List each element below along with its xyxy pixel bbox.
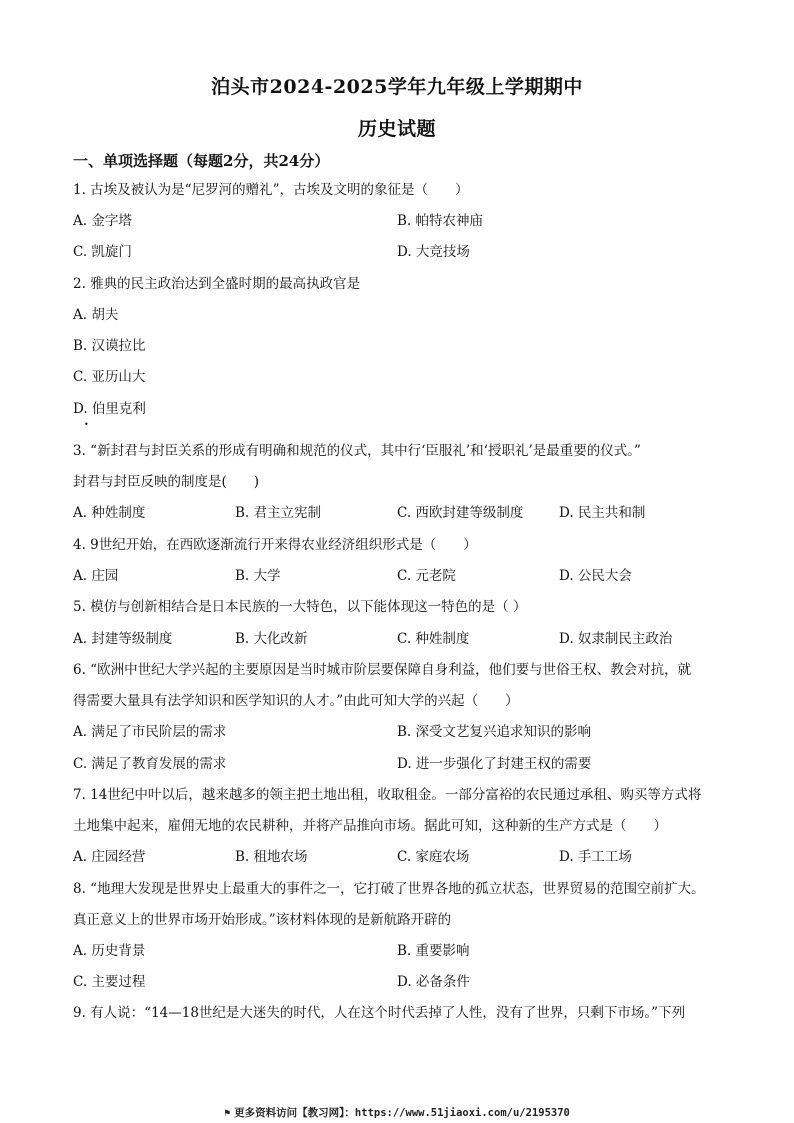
question-4-option-d: D. 公民大会 bbox=[559, 568, 632, 584]
question-2-stem: 2. 雅典的民主政治达到全盛时期的最高执政官是 bbox=[73, 276, 361, 292]
question-4-option-b: B. 大学 bbox=[235, 568, 281, 584]
section-heading: 一、单项选择题（每题2分，共24分） bbox=[73, 152, 330, 170]
stray-dot: • bbox=[84, 420, 89, 429]
question-1-stem: 1. 古埃及被认为是“尼罗河的赠礼”，古埃及文明的象征是（ ） bbox=[73, 182, 469, 198]
question-4-stem: 4. 9世纪开始，在西欧逐渐流行开来得农业经济组织形式是（ ） bbox=[73, 537, 477, 553]
question-4-option-a: A. 庄园 bbox=[73, 568, 119, 584]
question-8-option-d: D. 必备条件 bbox=[397, 974, 470, 990]
question-3-stem-line-2: 封君与封臣反映的制度是( ) bbox=[73, 474, 260, 490]
question-5-option-b: B. 大化改新 bbox=[235, 631, 308, 647]
flag-icon: ⚑ bbox=[224, 1108, 231, 1119]
question-7-option-d: D. 手工工场 bbox=[559, 849, 632, 865]
question-1-option-b: B. 帕特农神庙 bbox=[397, 213, 484, 229]
question-6-option-b: B. 深受文艺复兴追求知识的影响 bbox=[397, 724, 592, 740]
question-7-option-b: B. 租地农场 bbox=[235, 849, 308, 865]
question-4-option-c: C. 元老院 bbox=[397, 568, 456, 584]
question-2-option-d: D. 伯里克利 bbox=[73, 401, 146, 417]
question-2-option-b: B. 汉谟拉比 bbox=[73, 338, 146, 354]
question-5-stem: 5. 模仿与创新相结合是日本民族的一大特色，以下能体现这一特色的是（ ） bbox=[73, 599, 527, 615]
footer-link-banner[interactable] bbox=[0, 1105, 794, 1120]
exam-title: 泊头市2024-2025学年九年级上学期期中 bbox=[211, 76, 583, 98]
question-2-option-a: A. 胡夫 bbox=[73, 307, 119, 323]
question-5-option-a: A. 封建等级制度 bbox=[73, 631, 173, 647]
question-2-option-c: C. 亚历山大 bbox=[73, 369, 146, 385]
question-7-stem-line-2: 土地集中起来，雇佣无地的农民耕种，并将产品推向市场。据此可知，这种新的生产方式是（ ） bbox=[73, 818, 667, 834]
question-6-option-c: C. 满足了教育发展的需求 bbox=[73, 756, 227, 772]
question-3-stem-line-1: 3. “新封君与封臣关系的形成有明确和规范的仪式，其中行‘臣服礼’和‘授职礼’是最重要的仪式。” bbox=[73, 443, 641, 459]
question-5-option-d: D. 奴隶制民主政治 bbox=[559, 631, 673, 647]
question-7-option-a: A. 庄园经营 bbox=[73, 849, 146, 865]
question-8-option-a: A. 历史背景 bbox=[73, 943, 146, 959]
question-6-stem-line-1: 6. “欧洲中世纪大学兴起的主要原因是当时城市阶层要保障自身利益，他们要与世俗王权、教会对抗，就 bbox=[73, 662, 692, 678]
question-8-stem-line-2: 真正意义上的世界市场开始形成。”该材料体现的是新航路开辟的 bbox=[73, 912, 452, 928]
question-1-option-a: A. 金字塔 bbox=[73, 213, 132, 229]
question-9-stem: 9. 有人说：“14—18世纪是大迷失的时代，人在这个时代丢掉了人性，没有了世界，只剩下市场。”下列 bbox=[73, 1005, 686, 1021]
question-1-option-d: D. 大竞技场 bbox=[397, 244, 470, 260]
question-7-option-c: C. 家庭农场 bbox=[397, 849, 470, 865]
question-3-option-d: D. 民主共和制 bbox=[559, 505, 646, 521]
question-3-option-c: C. 西欧封建等级制度 bbox=[397, 505, 524, 521]
question-8-option-b: B. 重要影响 bbox=[397, 943, 470, 959]
question-6-option-a: A. 满足了市民阶层的需求 bbox=[73, 724, 227, 740]
exam-subject: 历史试题 bbox=[357, 118, 436, 140]
footer-text[interactable]: 更多资料访问【教习网】：https://www.51jiaoxi.com/u/2195370 bbox=[234, 1107, 570, 1119]
question-6-option-d: D. 进一步强化了封建王权的需要 bbox=[397, 756, 592, 772]
question-3-option-a: A. 种姓制度 bbox=[73, 505, 146, 521]
question-6-stem-line-2: 得需要大量具有法学知识和医学知识的人才。”由此可知大学的兴起（ ） bbox=[73, 693, 519, 709]
question-3-option-b: B. 君主立宪制 bbox=[235, 505, 322, 521]
question-5-option-c: C. 种姓制度 bbox=[397, 631, 470, 647]
question-7-stem-line-1: 7. 14世纪中叶以后，越来越多的领主把土地出租，收取租金。一部分富裕的农民通过承租、购买等方式将 bbox=[73, 787, 702, 803]
question-1-option-c: C. 凯旋门 bbox=[73, 244, 132, 260]
question-8-option-c: C. 主要过程 bbox=[73, 974, 146, 990]
question-8-stem-line-1: 8. “地理大发现是世界史上最重大的事件之一，它打破了世界各地的孤立状态，世界贸易的范围空前扩大。 bbox=[73, 881, 705, 897]
